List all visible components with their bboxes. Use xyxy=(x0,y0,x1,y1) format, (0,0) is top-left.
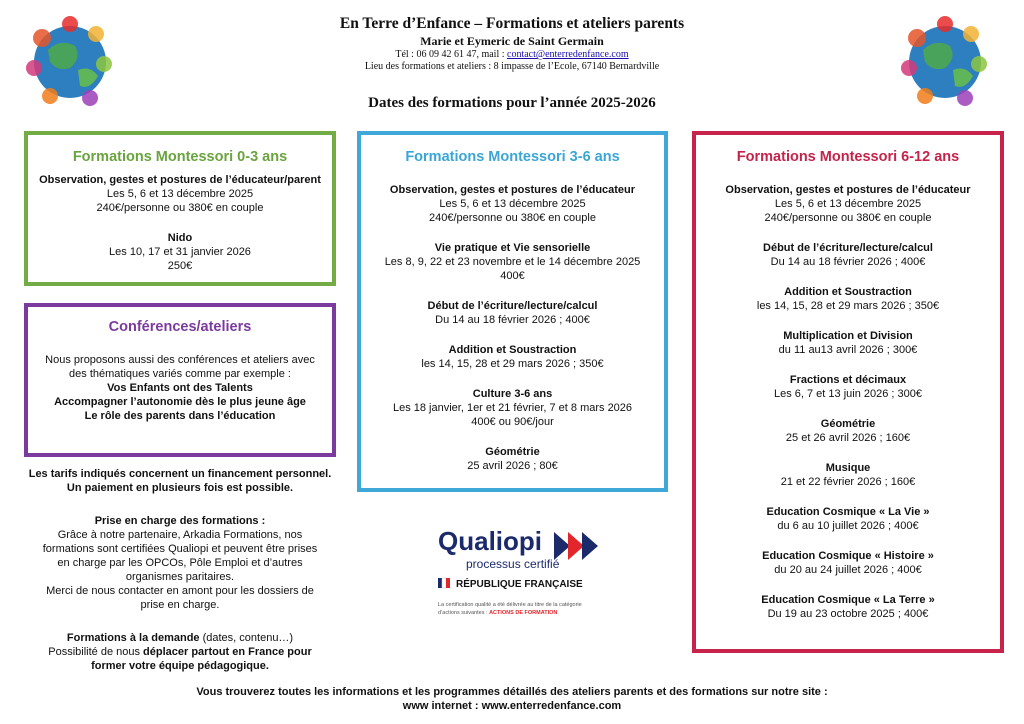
program-item xyxy=(361,343,664,371)
qualiopi-actions-label: ACTIONS DE FORMATION xyxy=(489,610,558,616)
footer-info: Vous trouverez toutes les informations et les programmes détaillés des ateliers parents et des formations sur notre site : xyxy=(196,686,828,698)
header xyxy=(200,14,824,73)
program-item xyxy=(696,505,1000,533)
program-line: Les 10, 17 et 31 janvier 2026 xyxy=(109,246,251,258)
demande-line xyxy=(24,645,336,659)
program-line: 21 et 22 février 2026 ; 160€ xyxy=(780,476,916,488)
program-item xyxy=(361,183,664,225)
demande-text: Possibilité de nous xyxy=(48,646,144,658)
phone-text: Tél : 06 09 42 61 47, mail : xyxy=(395,49,507,60)
box-montessori-6-12 xyxy=(692,131,1004,653)
program-name: Addition et Soustraction xyxy=(448,344,577,356)
program-line: 240€/personne ou 380€ en couple xyxy=(429,212,596,224)
program-item xyxy=(361,445,664,473)
program-name: Fractions et décimaux xyxy=(789,374,907,386)
program-name: Culture 3-6 ans xyxy=(472,388,553,400)
program-line: Les 18 janvier, 1er et 21 février, 7 et 8 mars 2026 xyxy=(392,402,633,414)
footer xyxy=(100,685,924,713)
program-line: 250€ xyxy=(167,260,193,272)
prise-en-charge-line: Grâce à notre partenaire, Arkadia Formations, nos xyxy=(57,529,303,541)
box-montessori-0-3 xyxy=(24,131,336,286)
conferences-intro: Nous proposons aussi des conférences et ateliers avec xyxy=(45,354,315,366)
program-name: Education Cosmique « La Vie » xyxy=(766,506,930,518)
program-line: Les 5, 6 et 13 décembre 2025 xyxy=(774,198,922,210)
program-item xyxy=(696,373,1000,401)
program-name: Addition et Soustraction xyxy=(784,286,912,298)
box-title-6-12: Formations Montessori 6-12 ans xyxy=(736,149,960,165)
globe-handprints-logo-left xyxy=(20,10,120,110)
program-item xyxy=(696,285,1000,313)
conference-theme: Accompagner l’autonomie dès le plus jeune âge xyxy=(54,396,306,408)
prise-en-charge-line: en charge par les OPCOs, Pôle Emploi et d’autres xyxy=(57,557,303,569)
program-name: Education Cosmique « La Terre » xyxy=(761,594,935,606)
program-line: les 14, 15, 28 et 29 mars 2026 ; 350€ xyxy=(756,300,940,312)
demande-title: Formations à la demande xyxy=(66,632,200,644)
program-line: 240€/personne ou 380€ en couple xyxy=(764,212,932,224)
program-line: 400€ ou 90€/jour xyxy=(471,416,554,428)
conferences-intro: des thématiques variés comme par exemple : xyxy=(69,368,291,380)
tarifs-line: Un paiement en plusieurs fois est possible. xyxy=(66,482,294,494)
qualiopi-tagline: processus certifié xyxy=(466,557,560,571)
program-item xyxy=(696,417,1000,445)
svg-text:d’actions suivantes : ACTIONS xyxy=(438,610,557,616)
website-link[interactable]: www internet : www.enterredenfance.com xyxy=(402,700,622,712)
qualiopi-fine-print: La certification qualité a été délivrée au titre de la catégorie xyxy=(438,602,582,608)
program-line: Du 14 au 18 février 2026 ; 400€ xyxy=(770,256,926,268)
dates-heading: Dates des formations pour l’année 2025-2026 xyxy=(368,95,656,111)
program-line: 25 avril 2026 ; 80€ xyxy=(467,460,558,472)
program-item xyxy=(361,387,664,429)
prise-en-charge-line: Merci de nous contacter en amont pour les dossiers de xyxy=(46,585,314,597)
program-line: Les 6, 7 et 13 juin 2026 ; 300€ xyxy=(773,388,922,400)
formations-demande xyxy=(24,631,336,673)
program-line: Du 19 au 23 octobre 2025 ; 400€ xyxy=(767,608,929,620)
demande-line: former votre équipe pédagogique. xyxy=(91,660,269,672)
tarifs-note xyxy=(24,467,336,495)
prise-en-charge-line: organismes paritaires. xyxy=(125,571,235,583)
program-item xyxy=(28,173,332,215)
program-item xyxy=(361,241,664,283)
prise-en-charge-line: prise en charge. xyxy=(140,599,220,611)
program-item xyxy=(696,183,1000,225)
box-title-0-3: Formations Montessori 0-3 ans xyxy=(72,149,288,165)
conference-theme: Vos Enfants ont des Talents xyxy=(107,382,253,394)
program-line: du 11 au13 avril 2026 ; 300€ xyxy=(778,344,918,356)
qualiopi-fine-print: d’actions suivantes : xyxy=(438,610,490,616)
prise-en-charge-line: formations sont certifiées Qualiopi et peuvent être prises xyxy=(42,543,318,555)
conference-theme: Le rôle des parents dans l’éducation xyxy=(84,410,276,422)
prise-en-charge-title: Prise en charge des formations : xyxy=(94,515,266,527)
conferences-text xyxy=(28,353,332,423)
program-name: Nido xyxy=(167,232,193,244)
globe-handprints-logo-right xyxy=(895,10,995,110)
program-line: Les 5, 6 et 13 décembre 2025 xyxy=(106,188,254,200)
program-name: Géométrie xyxy=(485,446,540,458)
demande-line xyxy=(24,631,336,645)
contact-line xyxy=(200,49,824,61)
program-line: les 14, 15, 28 et 29 mars 2026 ; 350€ xyxy=(421,358,604,370)
prise-en-charge xyxy=(24,514,336,612)
program-line: 400€ xyxy=(500,270,525,282)
program-name: Education Cosmique « Histoire » xyxy=(762,550,934,562)
program-item xyxy=(696,461,1000,489)
program-name: Début de l’écriture/lecture/calcul xyxy=(763,242,933,254)
tarifs-line: Les tarifs indiqués concernent un financement personnel. xyxy=(28,468,332,480)
program-item xyxy=(361,299,664,327)
program-item xyxy=(696,329,1000,357)
program-name: Géométrie xyxy=(820,418,876,430)
location-line: Lieu des formations et ateliers : 8 impasse de l’Ecole, 67140 Bernardville xyxy=(364,61,660,72)
page-subtitle: Marie et Eymeric de Saint Germain xyxy=(420,34,604,48)
demande-title-rest: (dates, contenu…) xyxy=(199,632,294,644)
box-title-3-6: Formations Montessori 3-6 ans xyxy=(405,149,620,165)
program-line: 240€/personne ou 380€ en couple xyxy=(96,202,264,214)
program-line: du 6 au 10 juillet 2026 ; 400€ xyxy=(777,520,919,532)
program-item xyxy=(696,241,1000,269)
program-name: Observation, gestes et postures de l’éducateur/parent xyxy=(39,174,321,186)
box-montessori-3-6 xyxy=(357,131,668,492)
demande-text-bold: déplacer partout en France pour xyxy=(143,646,312,658)
program-name: Début de l’écriture/lecture/calcul xyxy=(427,300,598,312)
box-conferences xyxy=(24,303,336,457)
email-link[interactable]: contact@enterredenfance.com xyxy=(507,49,629,60)
program-line: 25 et 26 avril 2026 ; 160€ xyxy=(785,432,911,444)
program-name: Observation, gestes et postures de l’éducateur xyxy=(389,184,636,196)
program-item xyxy=(696,593,1000,621)
program-line: Les 8, 9, 22 et 23 novembre et le 14 décembre 2025 xyxy=(384,256,641,268)
republique-francaise-label: RÉPUBLIQUE FRANÇAISE xyxy=(456,579,583,590)
program-item xyxy=(696,549,1000,577)
qualiopi-brand: Qualiopi xyxy=(438,526,542,556)
program-name: Musique xyxy=(825,462,871,474)
box-title-conferences: Conférences/ateliers xyxy=(108,319,252,335)
qualiopi-logo xyxy=(432,524,612,624)
program-line: Les 5, 6 et 13 décembre 2025 xyxy=(439,198,586,210)
program-name: Multiplication et Division xyxy=(783,330,913,342)
program-name: Vie pratique et Vie sensorielle xyxy=(434,242,591,254)
page-title: En Terre d’Enfance – Formations et ateliers parents xyxy=(339,15,685,32)
program-line: du 20 au 24 juillet 2026 ; 400€ xyxy=(774,564,922,576)
program-item xyxy=(28,231,332,273)
program-name: Observation, gestes et postures de l’éducateur xyxy=(725,184,971,196)
program-line: Du 14 au 18 février 2026 ; 400€ xyxy=(435,314,590,326)
